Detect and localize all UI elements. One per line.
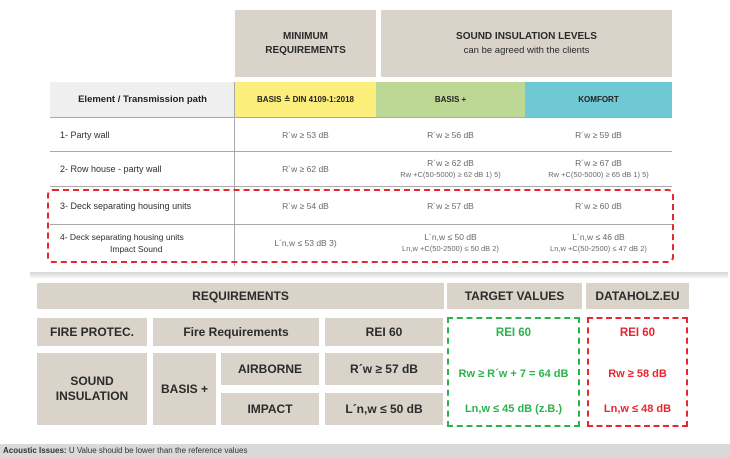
- impact-value-cell: L´n,w ≤ 50 dB: [325, 393, 443, 425]
- column-header-basis: BASIS ≙ DIN 4109-1:2018: [235, 82, 376, 117]
- requirements-header: REQUIREMENTS: [37, 283, 444, 309]
- dataholz-rei: REI 60: [619, 327, 656, 339]
- footer-text: U Value should be lower than the reference values: [68, 446, 248, 455]
- row4-basis-plus: L´n,w ≤ 50 dB Ln,w +C(50-2500) ≤ 50 dB 2): [402, 232, 499, 253]
- sound-insulation-cell: SOUND INSULATION: [37, 353, 147, 425]
- highlight-frame: [47, 189, 674, 263]
- airborne-value-cell: R´w ≥ 57 dB: [325, 353, 443, 385]
- row-party-wall-label: 1- Party wall: [60, 129, 110, 140]
- header-minimum-requirements: MINIMUM REQUIREMENTS: [235, 10, 376, 77]
- row1-basis-plus: R´w ≥ 56 dB: [427, 129, 474, 140]
- impact-cell: IMPACT: [221, 393, 319, 425]
- target-impact: Ln,w ≤ 45 dB (z.B.): [464, 403, 563, 415]
- row1-basis: R´w ≥ 53 dB: [282, 129, 329, 140]
- row2-basis-plus: R´w ≥ 62 dB Rw +C(50-5000) ≥ 62 dB 1) 5): [400, 158, 501, 179]
- row2-basis: R´w ≥ 62 dB: [282, 164, 329, 174]
- rei-cell: REI 60: [325, 318, 443, 346]
- row3-komfort: R´w ≥ 60 dB: [575, 200, 622, 211]
- row1-komfort: R´w ≥ 59 dB: [575, 129, 622, 140]
- dataholz-header: DATAHOLZ.EU: [586, 283, 689, 309]
- sound-levels-title: SOUND INSULATION LEVELS: [456, 30, 597, 42]
- row4-komfort: L´n,w ≤ 46 dB Ln,w +C(50-2500) ≤ 47 dB 2): [550, 232, 647, 253]
- row-deck-impact-label: 4- Deck separating housing units Impact Sound: [60, 232, 184, 254]
- column-header-komfort: KOMFORT: [525, 82, 672, 117]
- target-airborne: Rw ≥ R´w + 7 = 64 dB: [458, 368, 569, 380]
- footer-bar: [0, 444, 730, 458]
- target-rei: REI 60: [495, 327, 532, 339]
- section-divider: [30, 272, 728, 278]
- dataholz-airborne: Rw ≥ 58 dB: [608, 368, 667, 380]
- fire-protec-cell: FIRE PROTEC.: [37, 318, 147, 346]
- header-sound-insulation-levels: [381, 10, 672, 77]
- row3-basis-plus: R´w ≥ 57 dB: [427, 200, 474, 211]
- row2-komfort: R´w ≥ 67 dB Rw +C(50-5000) ≥ 65 dB 1) 5): [548, 158, 649, 179]
- target-values-header: TARGET VALUES: [447, 283, 582, 309]
- row4-basis: L´n,w ≤ 53 dB 3): [274, 238, 337, 248]
- sound-levels-subtitle: can be agreed with the clients: [463, 44, 590, 56]
- row3-basis: R´w ≥ 54 dB: [282, 200, 329, 211]
- row-row-house-label: 2- Row house - party wall: [60, 164, 162, 174]
- column-header-element: Element / Transmission path: [50, 82, 235, 117]
- basis-plus-cell: BASIS +: [153, 353, 216, 425]
- airborne-cell: AIRBORNE: [221, 353, 319, 385]
- dataholz-impact: Ln,w ≤ 48 dB: [603, 403, 672, 415]
- row-deck-label: 3- Deck separating housing units: [60, 200, 192, 211]
- footer-label: Acoustic Issues:: [3, 446, 67, 455]
- column-header-basis-plus: BASIS +: [376, 82, 525, 117]
- fire-requirements-cell: Fire Requirements: [153, 318, 319, 346]
